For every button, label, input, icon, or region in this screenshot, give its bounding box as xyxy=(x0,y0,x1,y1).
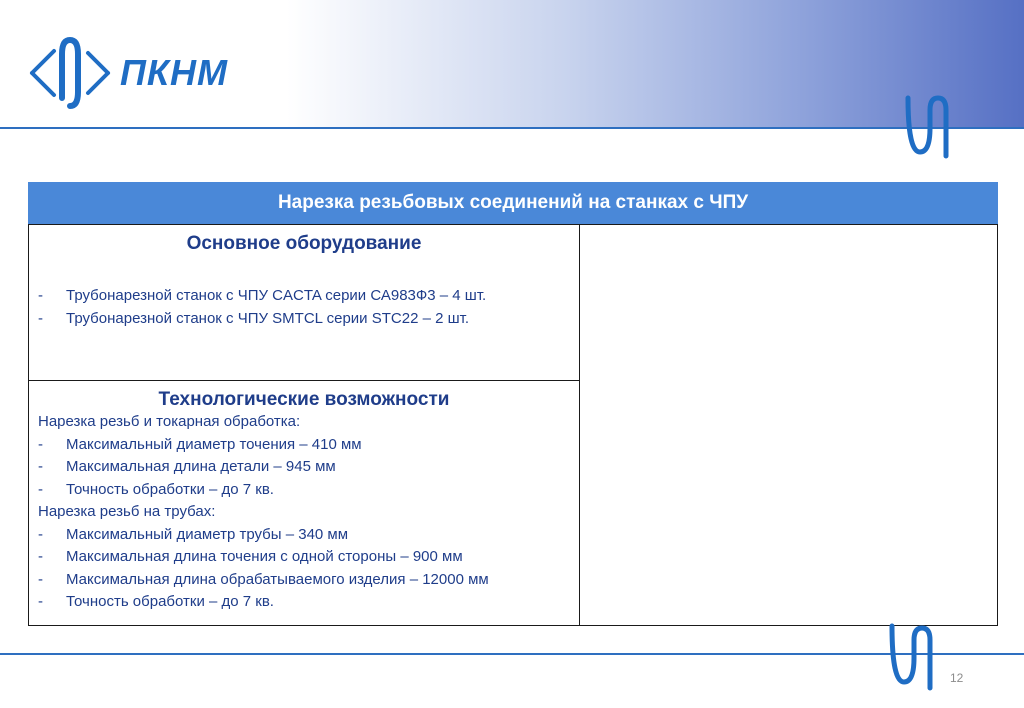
equipment-list xyxy=(29,285,579,330)
capabilities-cell xyxy=(29,381,580,626)
capabilities-list-2 xyxy=(29,524,579,614)
capabilities-list-1 xyxy=(29,434,579,502)
pknm-logo-icon xyxy=(24,32,116,119)
list-item: - Трубонарезной станок с ЧПУ CACTA серии СА983Ф3 – 4 шт. xyxy=(38,287,487,304)
group-label: Нарезка резьб на трубах: xyxy=(38,503,216,520)
list-item: - Максимальная длина точения с одной стороны – 900 мм xyxy=(38,548,463,565)
list-item: - Точность обработки – до 7 кв. xyxy=(38,480,274,498)
header-divider xyxy=(0,127,1024,129)
list-item: - Максимальный диаметр точения – 410 мм xyxy=(38,435,362,453)
brand-name: ПКНМ xyxy=(120,52,229,93)
group-label: Нарезка резьб и токарная обработка: xyxy=(38,413,301,430)
content-table xyxy=(28,224,998,626)
wave-loop-icon xyxy=(888,622,934,697)
list-item: - Точность обработки – до 7 кв. xyxy=(38,593,274,610)
list-item: - Трубонарезной станок с ЧПУ SMTCL серии STC22 – 2 шт. xyxy=(38,309,470,327)
footer-divider xyxy=(0,653,1024,655)
equipment-heading: Основное оборудование xyxy=(186,233,422,254)
image-cell-empty xyxy=(580,225,998,626)
equipment-cell xyxy=(29,225,580,381)
list-item: - Максимальная длина детали – 945 мм xyxy=(38,458,336,475)
wave-loop-icon xyxy=(904,94,950,165)
capabilities-heading: Технологические возможности xyxy=(158,389,450,410)
list-item: - Максимальная длина обрабатываемого изделия – 12000 мм xyxy=(38,570,489,588)
list-item: - Максимальный диаметр трубы – 340 мм xyxy=(38,525,349,543)
page-number: 12 xyxy=(950,671,964,685)
page-title: Нарезка резьбовых соединений на станках с ЧПУ xyxy=(28,182,998,224)
